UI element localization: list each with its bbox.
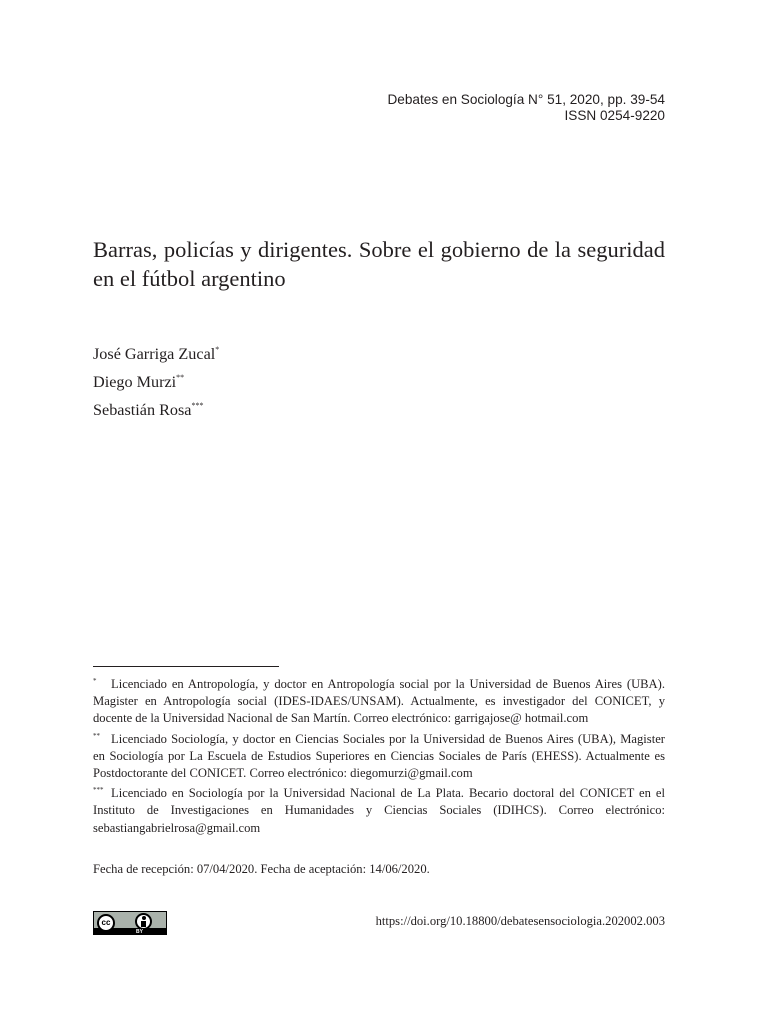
journal-citation: Debates en Sociología N° 51, 2020, pp. 39-54 bbox=[387, 92, 665, 107]
footnote-text: Licenciado en Antropología, y doctor en Antropología social por la Universidad de Buenos Aires (UBA). Magister en Antropología social (IDES-IDAES/UNSAM). Actualmente, es investigador del CONICET, y docente de la Universidad Nacional de San Martín. Correo electrónico: garrigajose@ hotmail.com bbox=[93, 677, 665, 726]
cc-by-license-badge[interactable] bbox=[93, 911, 167, 935]
creative-commons-icon: cc bbox=[97, 914, 115, 932]
footnote bbox=[93, 782, 665, 837]
author-footnote-mark[interactable]: * bbox=[215, 345, 220, 354]
author bbox=[93, 394, 219, 422]
footnotes bbox=[93, 673, 665, 837]
author-footnote-mark[interactable]: *** bbox=[191, 401, 204, 410]
footnote-mark: *** bbox=[93, 786, 104, 795]
author bbox=[93, 366, 219, 394]
author bbox=[93, 338, 219, 366]
doi-link[interactable]: https://doi.org/10.18800/debatesensociologia.202002.003 bbox=[375, 914, 665, 928]
footnote-text: Licenciado Sociología, y doctor en Ciencias Sociales por la Universidad de Buenos Aires (UBA), Magister en Sociología por La Escuela de Estudios Superiores en Ciencias Sociales de París (EHESS). Actualmente es Postdoctorante del CONICET. Correo electrónico: diegomurzi@gmail.com bbox=[93, 731, 665, 781]
author-footnote-mark[interactable]: ** bbox=[176, 373, 185, 382]
author-name: Diego Murzi bbox=[93, 373, 177, 391]
footnote bbox=[93, 728, 665, 783]
footnote-text: Licenciado en Sociología por la Universidad Nacional de La Plata. Becario doctoral del CONICET en el Instituto de Investigaciones en Humanidades y Ciencias Sociales (IDIHCS). Correo electrónico: sebastiangabrielrosa@gmail.com bbox=[93, 786, 665, 835]
footnote-mark: * bbox=[93, 677, 97, 685]
issn: ISSN 0254-9220 bbox=[564, 107, 665, 123]
reception-dates: Fecha de recepción: 07/04/2020. Fecha de aceptación: 14/06/2020. bbox=[93, 862, 430, 876]
footnote bbox=[93, 673, 665, 728]
author-list bbox=[93, 338, 219, 422]
attribution-icon bbox=[135, 913, 152, 930]
author-name: Sebastián Rosa bbox=[93, 401, 192, 419]
article-title: Barras, policías y dirigentes. Sobre el gobierno de la seguridad en el fútbol argentino bbox=[93, 237, 665, 291]
footnote-mark: ** bbox=[93, 731, 100, 740]
by-label: BY bbox=[136, 929, 143, 935]
footnote-divider bbox=[93, 666, 279, 667]
author-name: José Garriga Zucal bbox=[93, 345, 216, 363]
journal-header bbox=[387, 92, 665, 123]
